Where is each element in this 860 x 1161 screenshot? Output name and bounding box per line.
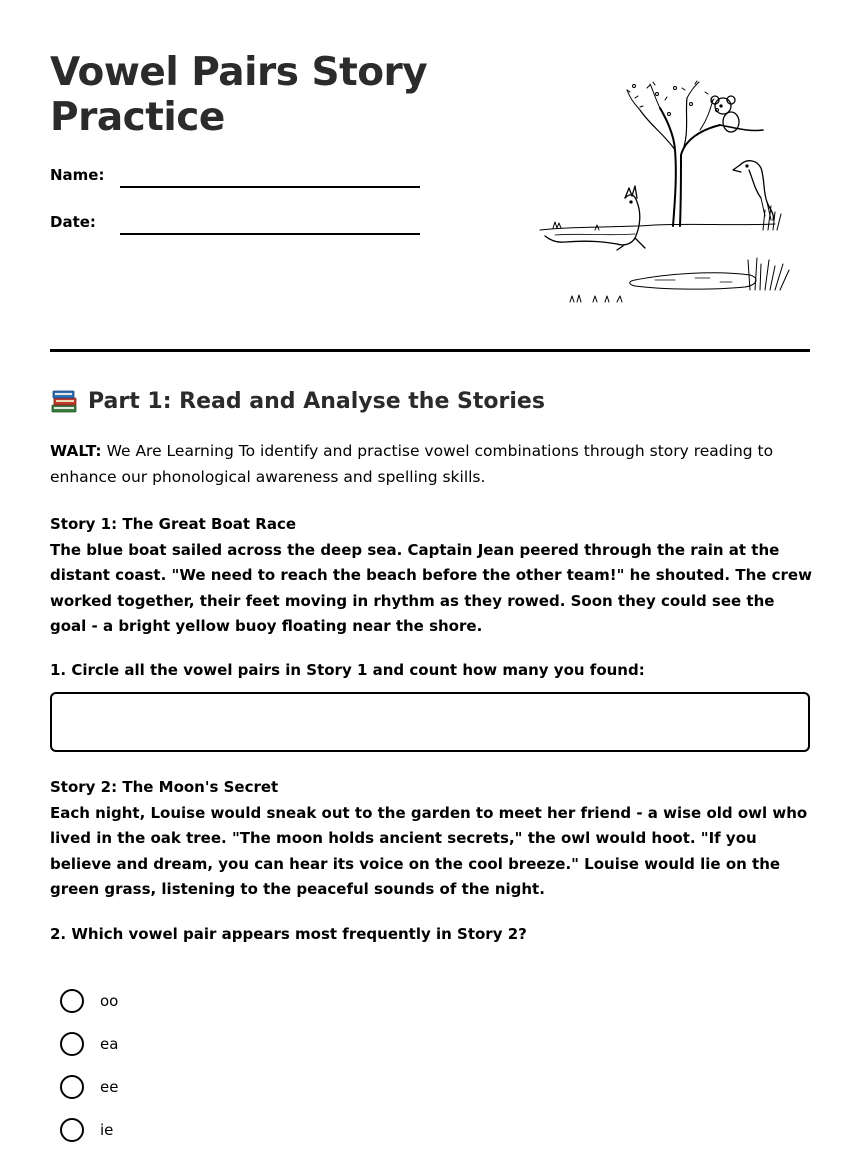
radio-button[interactable]	[60, 1075, 84, 1099]
date-label: Date:	[50, 213, 96, 231]
story1-text: The blue boat sailed across the deep sea. Captain Jean peered through the rain at the distant coast. "We need to reach the beach before the other team!" he shouted. The crew worked together, their feet moving in rhythm as they rowed. Soon they could see the goal - a bright yellow buoy floating near the shore.	[50, 540, 812, 635]
option-ea[interactable]	[60, 1032, 118, 1056]
books-icon	[50, 388, 78, 414]
option-oo[interactable]	[60, 989, 118, 1013]
question1-text: 1. Circle all the vowel pairs in Story 1 and count how many you found:	[50, 661, 645, 679]
walt-label: WALT:	[50, 442, 102, 460]
page-title: Vowel Pairs Story Practice	[50, 50, 428, 140]
option-label: ea	[100, 1035, 119, 1053]
story1-title: Story 1: The Great Boat Race	[50, 515, 297, 533]
section-divider	[50, 349, 810, 352]
walt-paragraph	[50, 438, 810, 490]
name-line[interactable]	[120, 186, 420, 188]
date-line[interactable]	[120, 233, 420, 235]
question1-answer-box[interactable]	[50, 692, 810, 752]
australian-animals-illustration	[535, 80, 800, 310]
story2-title: Story 2: The Moon's Secret	[50, 778, 279, 796]
walt-text: We Are Learning To identify and practise vowel combinations through story reading to enhance our phonological awareness and spelling skills.	[50, 442, 774, 486]
part1-heading	[50, 388, 545, 414]
story1-block	[50, 512, 815, 640]
option-label: ee	[100, 1078, 119, 1096]
part1-heading-text: Part 1: Read and Analyse the Stories	[88, 388, 545, 414]
name-label: Name:	[50, 166, 105, 184]
question2-text: 2. Which vowel pair appears most frequently in Story 2?	[50, 925, 527, 943]
option-label: oo	[100, 992, 119, 1010]
story2-text: Each night, Louise would sneak out to the garden to meet her friend - a wise old owl who lived in the oak tree. "The moon holds ancient secrets," the owl would hoot. "If you believe and dream, you can hear its voice on the cool breeze." Louise would lie on the green grass, listening to the peaceful sounds of the night.	[50, 803, 808, 898]
story2-block	[50, 775, 815, 903]
radio-button[interactable]	[60, 1118, 84, 1142]
radio-button[interactable]	[60, 1032, 84, 1056]
option-ee[interactable]	[60, 1075, 118, 1099]
option-ie[interactable]	[60, 1118, 113, 1142]
radio-button[interactable]	[60, 989, 84, 1013]
option-label: ie	[100, 1121, 114, 1139]
